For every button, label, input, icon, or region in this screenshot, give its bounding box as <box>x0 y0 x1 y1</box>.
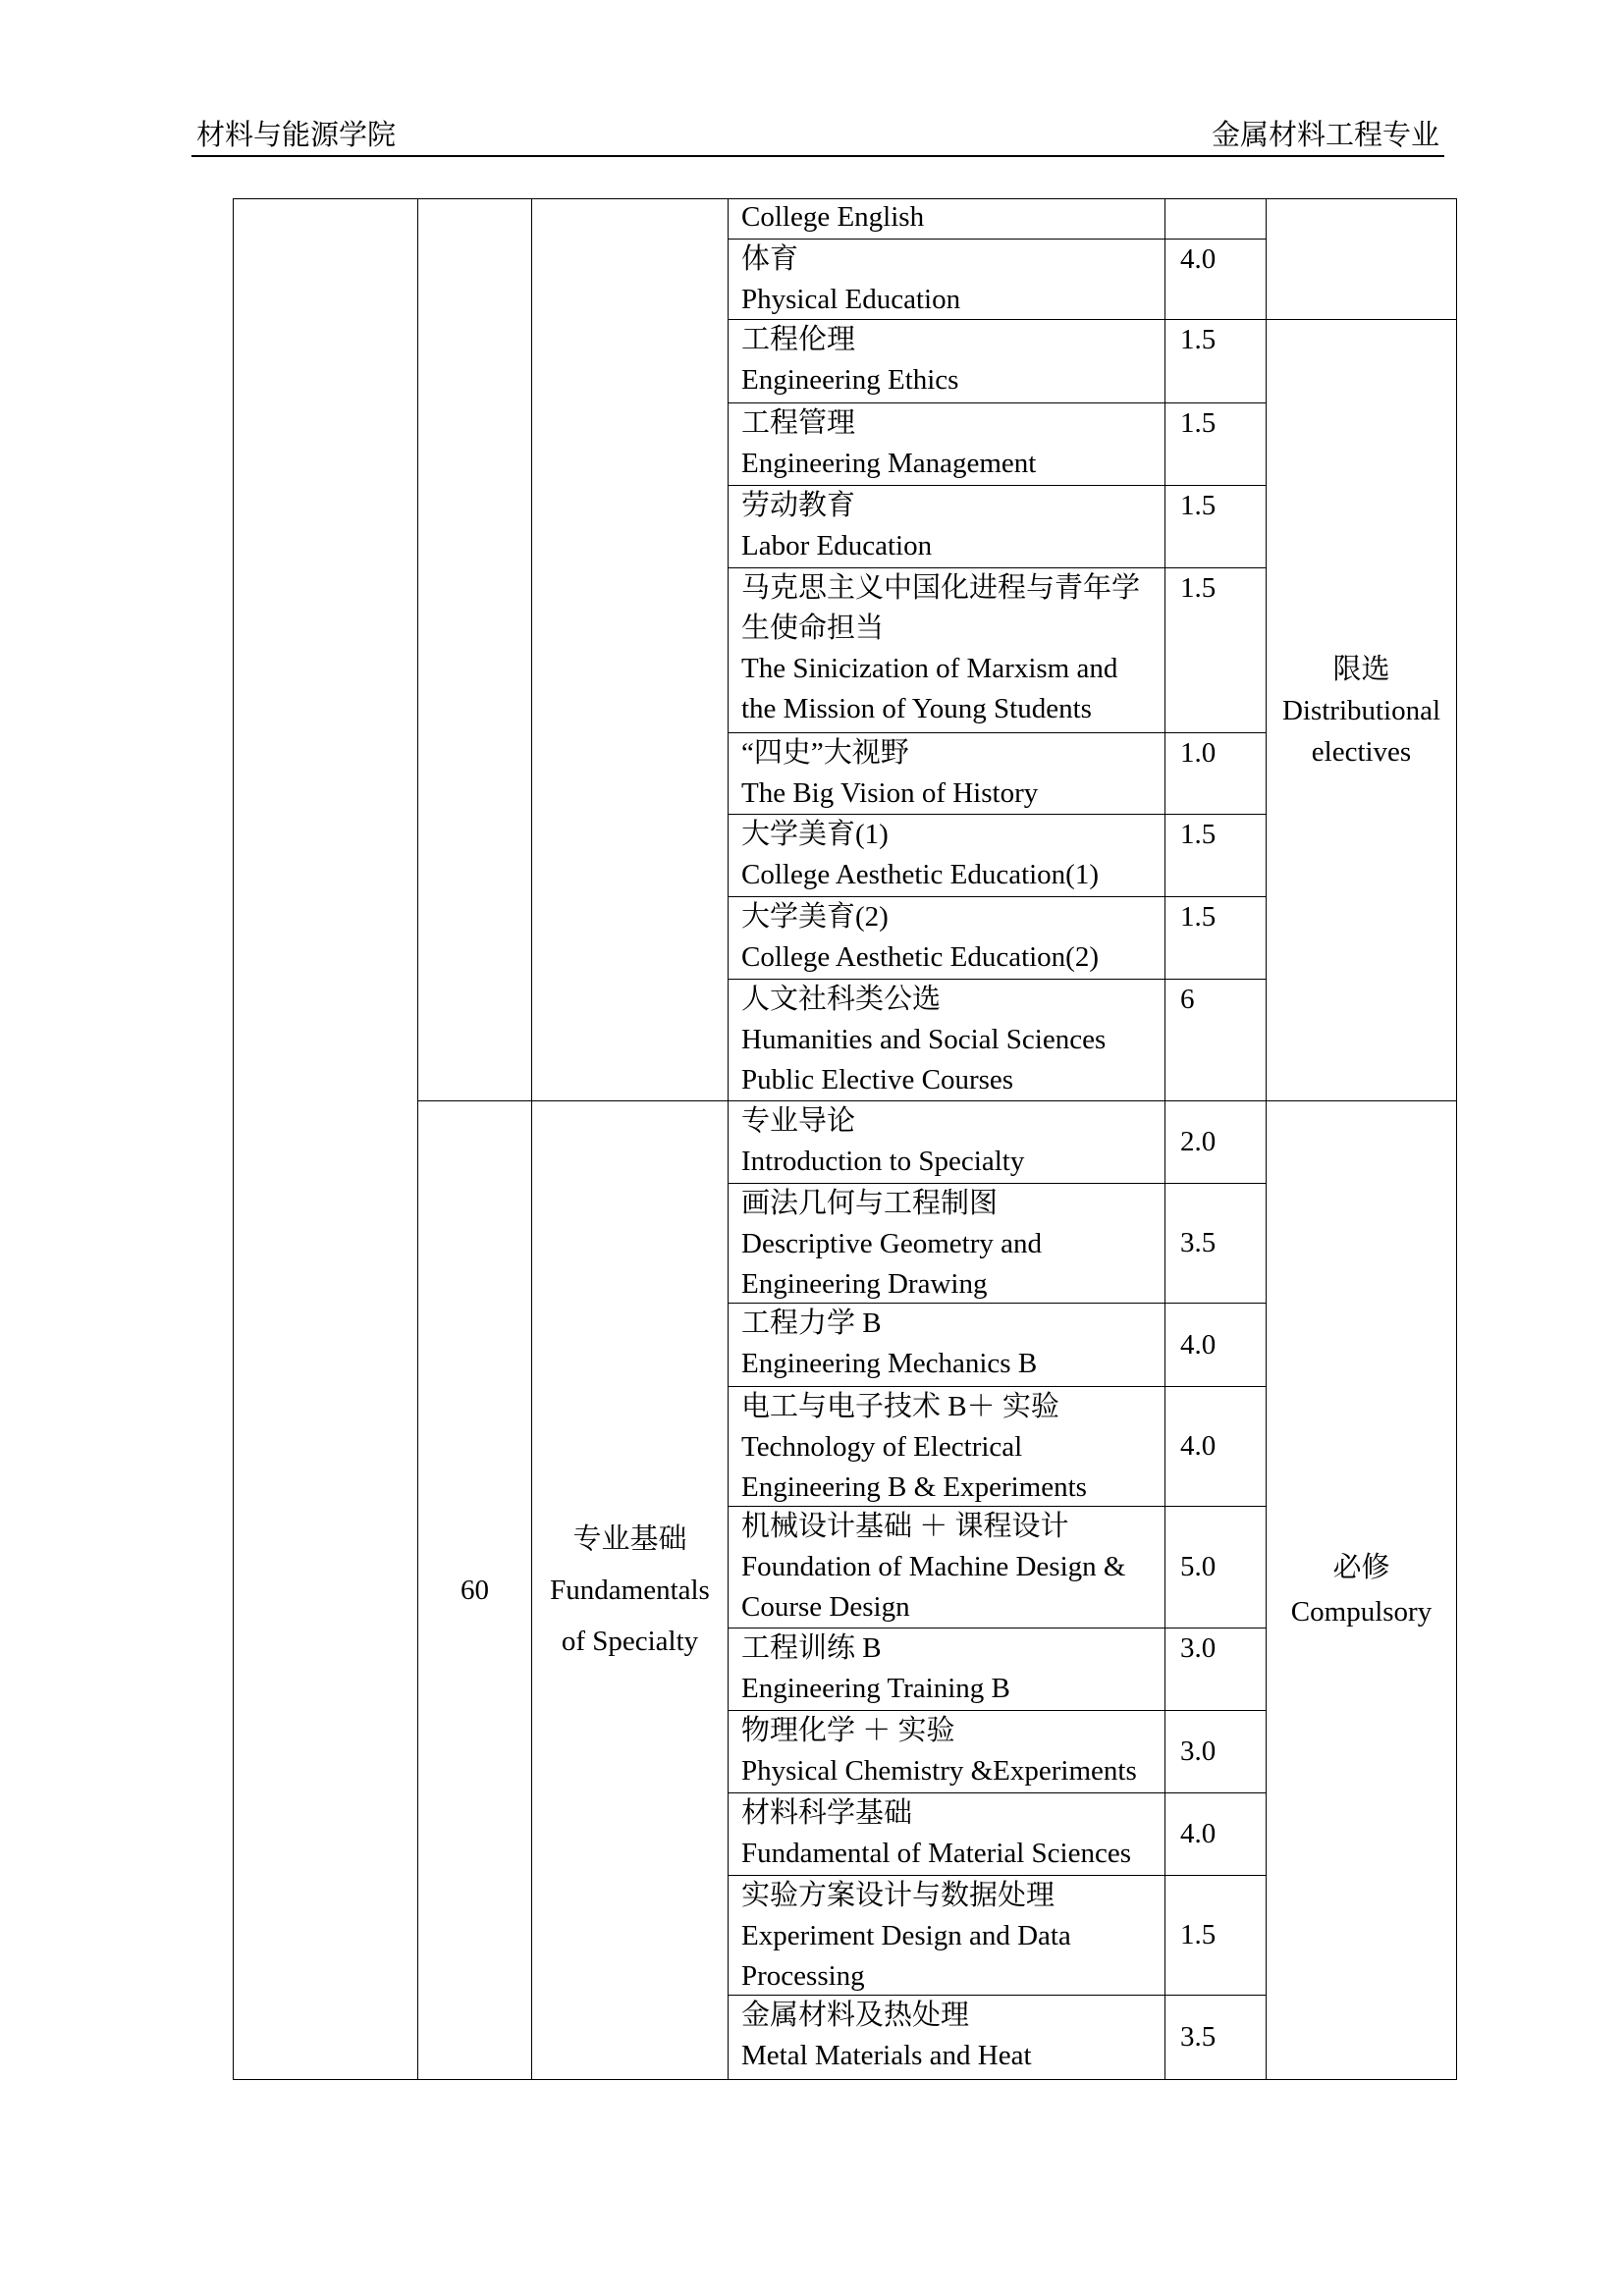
blank-cell <box>418 199 532 1101</box>
course-name-cell <box>729 1304 1165 1387</box>
credit-cell <box>1165 897 1267 980</box>
course-row <box>729 199 1267 240</box>
course-name-zh: 专业导论 <box>741 1105 856 1137</box>
course-name-cell <box>729 897 1165 980</box>
course-name-en: The Sinicization of Marxism and the Mission of Young Students <box>741 653 1118 724</box>
credit-value: 4.0 <box>1180 243 1217 275</box>
course-name-cell <box>729 733 1165 815</box>
course-name-cell <box>729 1184 1165 1304</box>
course-row <box>729 240 1267 320</box>
course-row <box>729 486 1267 568</box>
course-name-cell <box>729 1711 1165 1793</box>
course-name-en: Technology of Electrical Engineering B & Experiments <box>741 1431 1087 1503</box>
course-name-en: Fundamental of Material Sciences <box>741 1838 1132 1869</box>
blank-cell <box>532 199 729 1101</box>
course-name-cell <box>729 568 1165 733</box>
group-credits-cell <box>418 1101 532 2080</box>
course-name-en: Metal Materials and Heat <box>741 2040 1032 2071</box>
credit-value: 1.5 <box>1180 819 1217 850</box>
blank-cell <box>234 199 418 2080</box>
course-name-zh: 大学美育(1) <box>741 819 889 850</box>
course-name-zh: 机械设计基础 ＋ 课程设计 <box>741 1511 1069 1542</box>
course-name-en: College Aesthetic Education(2) <box>741 941 1100 973</box>
credit-cell <box>1165 320 1267 403</box>
course-name-zh: 工程训练 B <box>741 1632 882 1664</box>
credit-cell <box>1165 815 1267 897</box>
credit-cell <box>1165 199 1267 240</box>
credit-value: 2.0 <box>1180 1126 1217 1157</box>
course-name-en: Experiment Design and Data Processing <box>741 1920 1071 1992</box>
course-name-cell <box>729 199 1165 240</box>
credit-cell <box>1165 1996 1267 2080</box>
header-rule <box>191 155 1444 157</box>
course-name-en: Labor Education <box>741 530 933 561</box>
course-name-zh: 物理化学 ＋ 实验 <box>741 1715 955 1746</box>
course-row <box>729 1996 1267 2080</box>
course-name-en: Engineering Mechanics B <box>741 1348 1038 1379</box>
course-name-en: College Aesthetic Education(1) <box>741 859 1100 890</box>
course-name-cell <box>729 980 1165 1101</box>
credit-cell <box>1165 403 1267 486</box>
course-row <box>729 733 1267 815</box>
course-type-cell <box>1267 320 1457 1101</box>
course-name-zh: 劳动教育 <box>741 490 856 521</box>
course-type-cell <box>1267 1101 1457 2080</box>
course-row <box>729 320 1267 403</box>
course-name-en: Physical Education <box>741 284 961 315</box>
credit-value: 1.5 <box>1180 490 1217 521</box>
course-name-cell <box>729 486 1165 568</box>
credit-value: 1.0 <box>1180 737 1217 769</box>
course-name-zh: 金属材料及热处理 <box>741 2000 970 2031</box>
course-name-en: Descriptive Geometry and Engineering Drawing <box>741 1228 1043 1300</box>
course-row <box>729 1876 1267 1996</box>
credit-value: 6 <box>1180 984 1195 1015</box>
curriculum-table <box>233 198 1457 2080</box>
category-zh: 专业基础 <box>572 1523 687 1555</box>
course-row <box>729 1101 1267 1184</box>
course-name-cell <box>729 320 1165 403</box>
credit-cell <box>1165 1711 1267 1793</box>
course-name-cell <box>729 240 1165 320</box>
course-name-en: Humanities and Social Sciences Public Elective Courses <box>741 1024 1107 1095</box>
course-name-cell <box>729 1387 1165 1507</box>
course-name-cell <box>729 1507 1165 1629</box>
course-name-zh: 工程力学 B <box>741 1308 882 1339</box>
credit-cell <box>1165 568 1267 733</box>
course-row <box>729 403 1267 486</box>
course-name-zh: 画法几何与工程制图 <box>741 1188 999 1219</box>
credit-cell <box>1165 733 1267 815</box>
course-name-zh: 马克思主义中国化进程与青年学生使命担当 <box>741 572 1141 644</box>
course-row <box>729 1184 1267 1304</box>
course-name-cell <box>729 1996 1165 2080</box>
course-type-en: Compulsory <box>1290 1596 1433 1628</box>
course-name-zh: 人文社科类公选 <box>741 984 942 1015</box>
credit-cell <box>1165 1184 1267 1304</box>
credit-cell <box>1165 980 1267 1101</box>
course-name-cell <box>729 1876 1165 1996</box>
course-name-cell <box>729 1101 1165 1184</box>
credit-value: 4.0 <box>1180 1328 1217 1361</box>
credit-cell <box>1165 1507 1267 1629</box>
course-name-en: College English <box>741 201 925 233</box>
course-type-zh: 必修 <box>1332 1552 1390 1583</box>
course-row <box>729 1304 1267 1387</box>
course-row <box>729 1793 1267 1876</box>
credit-value: 4.0 <box>1180 1818 1217 1849</box>
course-name-zh: “四史”大视野 <box>741 737 909 769</box>
credit-value: 1.5 <box>1180 324 1217 355</box>
category-en: Fundamentals of Specialty <box>550 1575 710 1657</box>
course-row <box>729 897 1267 980</box>
course-row <box>729 1387 1267 1507</box>
course-name-cell <box>729 403 1165 486</box>
category-cell <box>532 1101 729 2080</box>
credit-cell <box>1165 1629 1267 1711</box>
course-name-zh: 材料科学基础 <box>741 1797 913 1829</box>
course-name-en: Engineering Management <box>741 448 1037 479</box>
course-name-cell <box>729 815 1165 897</box>
credit-value: 1.5 <box>1180 1919 1217 1950</box>
course-row <box>729 1629 1267 1711</box>
course-name-en: Introduction to Specialty <box>741 1146 1025 1177</box>
credit-value: 3.0 <box>1180 1735 1217 1767</box>
credit-value: 5.0 <box>1180 1551 1217 1582</box>
course-name-zh: 实验方案设计与数据处理 <box>741 1880 1056 1911</box>
credit-value: 4.0 <box>1180 1430 1217 1462</box>
group-credits: 60 <box>460 1574 489 1606</box>
credit-cell <box>1165 1304 1267 1387</box>
credit-value: 3.5 <box>1180 1227 1217 1258</box>
course-type-zh: 限选 <box>1332 653 1390 685</box>
credit-value: 3.0 <box>1180 1632 1217 1664</box>
credit-value: 1.5 <box>1180 901 1217 933</box>
course-name-zh: 电工与电子技术 B＋ 实验 <box>741 1391 1059 1422</box>
course-name-en: The Big Vision of History <box>741 777 1039 809</box>
credit-cell <box>1165 240 1267 320</box>
course-row <box>729 1507 1267 1629</box>
credit-cell <box>1165 1387 1267 1507</box>
credit-value: 3.5 <box>1180 2021 1217 2053</box>
course-row <box>729 815 1267 897</box>
course-name-en: Foundation of Machine Design & Course Design <box>741 1551 1126 1623</box>
course-name-zh: 大学美育(2) <box>741 901 889 933</box>
credit-cell <box>1165 486 1267 568</box>
credit-cell <box>1165 1101 1267 1184</box>
course-name-en: Physical Chemistry &Experiments <box>741 1755 1137 1787</box>
course-name-en: Engineering Training B <box>741 1673 1010 1704</box>
course-name-cell <box>729 1629 1165 1711</box>
course-name-en: Engineering Ethics <box>741 364 959 396</box>
course-name-zh: 体育 <box>741 243 799 275</box>
course-row <box>729 1711 1267 1793</box>
credit-cell <box>1165 1876 1267 1996</box>
course-type-en: Distributional electives <box>1281 694 1441 768</box>
credit-value: 1.5 <box>1180 572 1217 604</box>
course-row <box>729 568 1267 733</box>
credit-cell <box>1165 1793 1267 1876</box>
header-major: 金属材料工程专业 <box>1211 120 1439 151</box>
course-name-zh: 工程伦理 <box>741 324 856 355</box>
course-name-cell <box>729 1793 1165 1876</box>
course-row <box>729 980 1267 1101</box>
course-name-zh: 工程管理 <box>741 407 856 439</box>
header-school: 材料与能源学院 <box>196 120 397 151</box>
credit-value: 1.5 <box>1180 407 1217 439</box>
blank-cell <box>1267 199 1457 320</box>
